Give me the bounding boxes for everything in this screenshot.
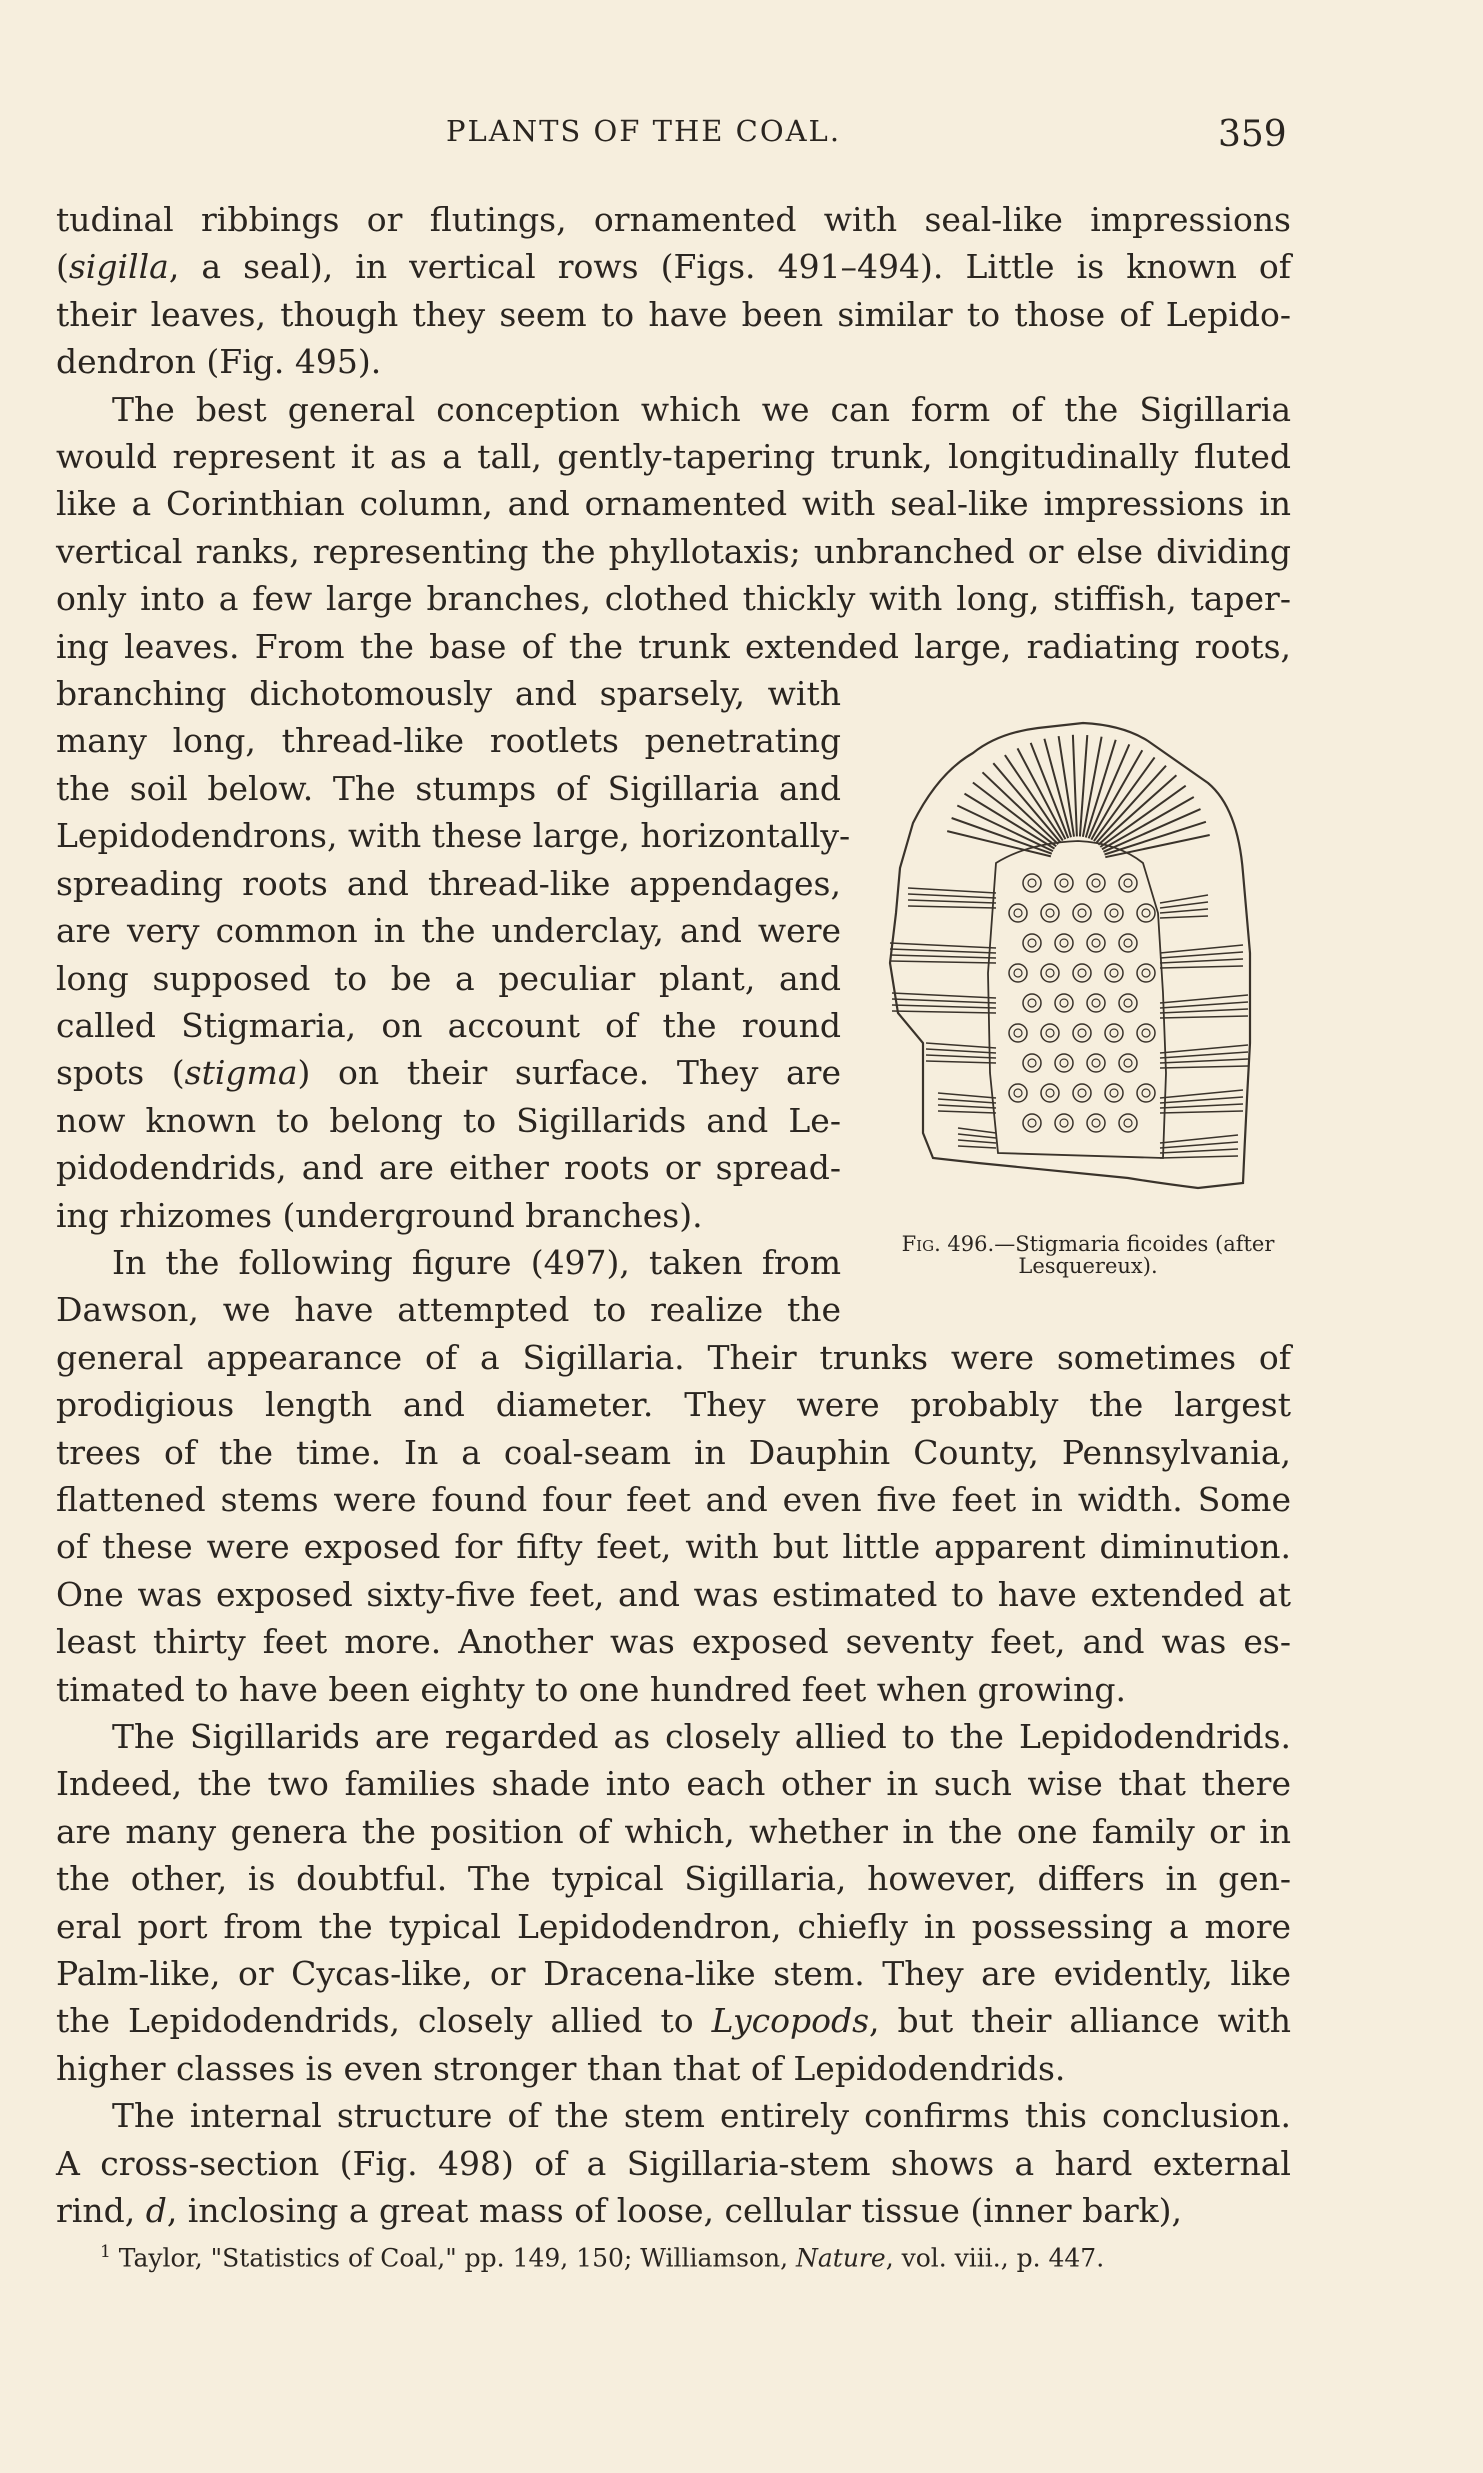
text-line: tudinal ribbings or flutings, ornamented with seal-like impressions	[56, 200, 1291, 239]
right-root-line	[1160, 1156, 1238, 1158]
text-span: (	[56, 247, 69, 287]
right-root-line	[1160, 1009, 1248, 1013]
left-root-line	[938, 1105, 996, 1108]
stigma-spot	[1087, 1114, 1105, 1132]
stigma-spot-center	[1028, 1059, 1036, 1067]
text-line: dendron (Fig. 495).	[56, 342, 382, 382]
stigma-spot	[1055, 934, 1073, 952]
text-line: like a Corinthian column, and ornamented with seal-like impressions in	[56, 484, 1291, 524]
paragraph-5	[56, 2092, 1291, 2234]
left-root-line	[890, 955, 996, 958]
right-root-line	[1160, 952, 1243, 958]
stigma-spot	[1137, 904, 1155, 922]
left-root-line	[926, 1043, 996, 1048]
text-line: are many genera the position of which, whether in the one family or in	[56, 1811, 1291, 1851]
stump-core	[988, 841, 1166, 1158]
stigma-spot	[1023, 934, 1041, 952]
stigma-spot	[1023, 1114, 1041, 1132]
figure-label: Fig. 496.	[901, 1232, 995, 1256]
running-head: PLANTS OF THE COAL.	[446, 114, 842, 148]
stigma-spot-center	[1028, 999, 1036, 1007]
page-number: 359	[1218, 114, 1287, 155]
stigma-spot-center	[1092, 1059, 1100, 1067]
paragraph-3	[56, 1239, 1291, 1713]
text-line: spreading roots and thread-like appendages,	[56, 863, 841, 903]
text-line: only into a few large branches, clothed thickly with long, stiffish, taper-	[56, 579, 1291, 619]
stigma-spot-center	[1124, 999, 1132, 1007]
left-root-line	[958, 1128, 996, 1133]
text-line: higher classes is even stronger than that of Lepidodendrids.	[56, 2048, 1066, 2088]
stigma-spot	[1105, 964, 1123, 982]
stigma-spot-center	[1014, 1089, 1022, 1097]
stigma-spot-center	[1124, 1059, 1132, 1067]
right-root-line	[1160, 895, 1208, 903]
text-span: spots (	[56, 1053, 185, 1093]
figure-caption-line-2: Lesquereux).	[1018, 1254, 1158, 1278]
root-hatch-line	[1096, 766, 1166, 843]
stigma-spot	[1055, 1114, 1073, 1132]
text-line: least thirty feet more. Another was exposed seventy feet, and was es-	[56, 1622, 1291, 1662]
text-line: The internal structure of the stem entirely confirms this conclusion.	[112, 2096, 1291, 2136]
left-root-line	[926, 1061, 996, 1063]
right-root-line	[1160, 916, 1208, 918]
stigma-spot	[1087, 994, 1105, 1012]
text-line: flattened stems were found four feet and even five feet in width. Some	[56, 1479, 1291, 1519]
stigma-spot	[1105, 1024, 1123, 1042]
stigma-spot	[1105, 904, 1123, 922]
stigma-spot-center	[1046, 909, 1054, 917]
left-root-line	[892, 999, 996, 1003]
text-line: In the following figure (497), taken from	[112, 1242, 841, 1282]
left-root-line	[890, 961, 996, 963]
root-hatch-line	[973, 783, 1056, 847]
text-line	[56, 2187, 1291, 2234]
stigma-spot-center	[1014, 969, 1022, 977]
text-line: Dawson, we have attempted to realize the	[56, 1290, 841, 1330]
footnote-text-1: Taylor, "Statistics of Coal," pp. 149, 150; Williamson,	[110, 2243, 796, 2273]
text-span: , inclosing a great mass of loose, cellular tissue (inner bark),	[166, 2191, 1182, 2231]
stigma-spot-center	[1060, 1059, 1068, 1067]
root-hatch-line	[1094, 757, 1155, 841]
text-line: Lepidodendrons, with these large, horizontally-	[56, 816, 851, 856]
stigma-spot-center	[1046, 969, 1054, 977]
stigma-spot-center	[1028, 939, 1036, 947]
text-span: the Lepidodendrids, closely allied to	[56, 2001, 712, 2041]
left-root-line	[926, 1049, 996, 1053]
text-line: branching dichotomously and sparsely, with	[56, 674, 841, 714]
right-root-line	[1160, 902, 1208, 908]
stigma-spot	[1009, 904, 1027, 922]
right-root-line	[1160, 945, 1243, 953]
root-hatch-line	[1103, 809, 1200, 852]
left-root-line	[908, 900, 996, 903]
text-line: The Sigillarids are regarded as closely allied to the Lepidodendrids.	[112, 1717, 1291, 1756]
left-root-line	[908, 888, 996, 893]
stigma-spot-center	[1124, 939, 1132, 947]
stigma-spot-center	[1142, 969, 1150, 977]
left-root-line	[890, 943, 996, 948]
footnote-text-2: , vol. viii., p. 447.	[885, 2243, 1105, 2273]
stigma-spot	[1041, 904, 1059, 922]
stigma-spot-center	[1142, 1089, 1150, 1097]
stigma-spot-center	[1060, 879, 1068, 887]
text-line: trees of the time. In a coal-seam in Dauphin County, Pennsylvania,	[56, 1432, 1291, 1472]
stigma-spot	[1137, 1084, 1155, 1102]
left-root-line	[938, 1099, 996, 1103]
text-line: are very common in the underclay, and were	[56, 911, 841, 951]
paragraph-4	[56, 1713, 1291, 2092]
stigma-spot	[1009, 1084, 1027, 1102]
left-root-line	[892, 993, 996, 998]
stigma-spot	[1023, 874, 1041, 892]
stigma-spot	[1055, 994, 1073, 1012]
stigma-spot	[1137, 964, 1155, 982]
right-root-line	[1160, 1104, 1243, 1108]
left-root-line	[958, 1140, 996, 1143]
text-line: vertical ranks, representing the phyllotaxis; unbranched or else dividing	[56, 531, 1291, 571]
text-line: timated to have been eighty to one hundred feet when growing.	[56, 1669, 1126, 1709]
stigma-spot-center	[1092, 879, 1100, 887]
left-root-line	[908, 906, 996, 908]
page-header	[0, 108, 1483, 160]
text-line: long supposed to be a peculiar plant, and	[56, 958, 841, 998]
text-line: eral port from the typical Lepidodendron, chiefly in possessing a more	[56, 1906, 1291, 1946]
stigma-spot-center	[1124, 879, 1132, 887]
text-line: The best general conception which we can form of the Sigillaria	[112, 389, 1291, 429]
text-line: general appearance of a Sigillaria. Their trunks were sometimes of	[56, 1337, 1291, 1377]
right-root-line	[1160, 959, 1243, 963]
left-root-line	[926, 1055, 996, 1058]
stigma-spot	[1119, 1114, 1137, 1132]
text-line: Indeed, the two families shade into each other in such wise that there	[56, 1764, 1291, 1804]
stigma-spot-center	[1110, 969, 1118, 977]
stigma-spot	[1041, 1084, 1059, 1102]
italic-term: d	[145, 2191, 167, 2231]
left-root-line	[908, 894, 996, 898]
left-root-line	[890, 949, 996, 953]
text-line: many long, thread-like rootlets penetrating	[56, 721, 841, 761]
figure-caption-line-1: —Stigmaria ficoides (after	[994, 1232, 1275, 1256]
right-root-line	[1160, 995, 1248, 1003]
stigma-spot	[1087, 1054, 1105, 1072]
root-hatch-line	[1005, 755, 1063, 841]
stigma-spot	[1119, 934, 1137, 952]
left-root-line	[892, 1011, 996, 1013]
root-hatch-line	[965, 794, 1055, 849]
text-line: Palm-like, or Cycas-like, or Dracena-like stem. They are evidently, like	[56, 1954, 1291, 1994]
stigma-spot-center	[1092, 1119, 1100, 1127]
stigma-spot-center	[1028, 1119, 1036, 1127]
text-line: the other, is doubtful. The typical Sigillaria, however, differs in gen-	[56, 1859, 1291, 1899]
left-root-line	[958, 1146, 996, 1148]
stigma-spot	[1023, 1054, 1041, 1072]
text-line: now known to belong to Sigillarids and Le-	[56, 1100, 841, 1140]
stigma-spot	[1105, 1084, 1123, 1102]
stigma-spot	[1073, 964, 1091, 982]
text-line: ing leaves. From the base of the trunk extended large, radiating roots,	[56, 626, 1291, 666]
stigma-spot-center	[1078, 969, 1086, 977]
stigma-spot	[1041, 1024, 1059, 1042]
stigma-spot-center	[1124, 1119, 1132, 1127]
root-hatch-line	[1018, 748, 1066, 839]
right-root-line	[1160, 1052, 1248, 1058]
italic-term: Lycopods	[711, 2001, 870, 2041]
stigma-spot-center	[1092, 939, 1100, 947]
italic-term: stigma	[184, 1053, 298, 1093]
italic-term: sigilla	[68, 247, 169, 287]
text-line: prodigious length and diameter. They were probably the largest	[56, 1385, 1291, 1425]
left-root-line	[938, 1093, 996, 1098]
text-line: their leaves, though they seem to have been similar to those of Lepido-	[56, 294, 1291, 334]
footnote-journal: Nature	[796, 2243, 886, 2273]
stigma-spot-center	[1092, 999, 1100, 1007]
text-span: , a seal), in vertical rows (Figs. 491–494). Little is known of	[168, 247, 1291, 287]
stigma-spot	[1119, 994, 1137, 1012]
right-root-line	[1160, 1097, 1243, 1103]
stigma-spot-center	[1014, 909, 1022, 917]
stigma-spot	[1009, 1024, 1027, 1042]
right-root-line	[1160, 1149, 1238, 1153]
right-root-line	[1160, 1045, 1248, 1053]
stigma-spot	[1073, 1084, 1091, 1102]
text-line: A cross-section (Fig. 498) of a Sigillaria-stem shows a hard external	[56, 2143, 1291, 2183]
text-line: ing rhizomes (underground branches).	[56, 1195, 703, 1235]
stigma-spot-center	[1110, 1089, 1118, 1097]
stigma-spot-center	[1060, 939, 1068, 947]
stigma-spot-center	[1028, 879, 1036, 887]
stigma-spot-center	[1110, 909, 1118, 917]
figure-496	[878, 713, 1293, 1278]
stigma-spot-center	[1078, 909, 1086, 917]
right-root-line	[1160, 1090, 1243, 1098]
stigma-spot	[1087, 874, 1105, 892]
right-root-line	[1160, 1135, 1238, 1143]
right-root-line	[1160, 1059, 1248, 1063]
text-line	[56, 1997, 1291, 2044]
root-hatch-line	[1100, 786, 1185, 847]
text-line: called Stigmaria, on account of the round	[56, 1005, 841, 1045]
text-line: pidodendrids, and are either roots or spread-	[56, 1148, 841, 1188]
stigma-spot-center	[1046, 1029, 1054, 1037]
stigma-spot-center	[1142, 1029, 1150, 1037]
stigmaria-illustration	[878, 713, 1293, 1223]
stigma-spot	[1055, 874, 1073, 892]
stigma-spot-center	[1078, 1089, 1086, 1097]
text-span: rind,	[56, 2191, 146, 2231]
stigma-spot	[1087, 934, 1105, 952]
right-root-line	[1160, 1142, 1238, 1148]
left-root-line	[938, 1111, 996, 1113]
stigma-spot	[1073, 1024, 1091, 1042]
root-hatch-line	[993, 763, 1060, 842]
text-line: of these were exposed for fifty feet, with but little apparent diminution.	[56, 1527, 1291, 1567]
left-root-line	[892, 1005, 996, 1008]
right-root-line	[1160, 1066, 1248, 1068]
stigma-spot	[1055, 1054, 1073, 1072]
stigma-spot-center	[1060, 1119, 1068, 1127]
right-root-line	[1160, 966, 1243, 968]
footnote	[100, 2242, 1300, 2272]
text-line: One was exposed sixty-five feet, and was estimated to have extended at	[56, 1574, 1291, 1614]
stigma-spot-center	[1046, 1089, 1054, 1097]
stigma-spot	[1073, 904, 1091, 922]
stigma-spot	[1119, 874, 1137, 892]
stigma-spot	[1041, 964, 1059, 982]
stigma-spot-center	[1110, 1029, 1118, 1037]
stigma-spot-center	[1060, 999, 1068, 1007]
left-root-line	[958, 1134, 996, 1138]
text-line: would represent it as a tall, gently-tapering trunk, longitudinally fluted	[56, 437, 1291, 477]
root-hatch-line	[1073, 735, 1077, 837]
text-line	[56, 1049, 841, 1096]
text-line: the soil below. The stumps of Sigillaria and	[56, 768, 841, 808]
text-span: ) on their surface. They are	[297, 1053, 841, 1093]
stigma-spot-center	[1014, 1029, 1022, 1037]
text-line	[56, 243, 1291, 290]
right-root-line	[1160, 1111, 1243, 1113]
figure-caption	[883, 1233, 1293, 1277]
footnote-marker: 1	[100, 2242, 111, 2262]
stigma-spot	[1023, 994, 1041, 1012]
stigma-spot-center	[1078, 1029, 1086, 1037]
text-span: , but their alliance with	[869, 2001, 1291, 2041]
right-root-line	[1160, 1002, 1248, 1008]
right-root-line	[1160, 909, 1208, 913]
stigma-spot-center	[1142, 909, 1150, 917]
right-root-line	[1160, 1016, 1248, 1018]
stigma-spot	[1137, 1024, 1155, 1042]
stigma-spot	[1119, 1054, 1137, 1072]
paragraph-1	[56, 196, 1291, 386]
stigma-spot	[1009, 964, 1027, 982]
